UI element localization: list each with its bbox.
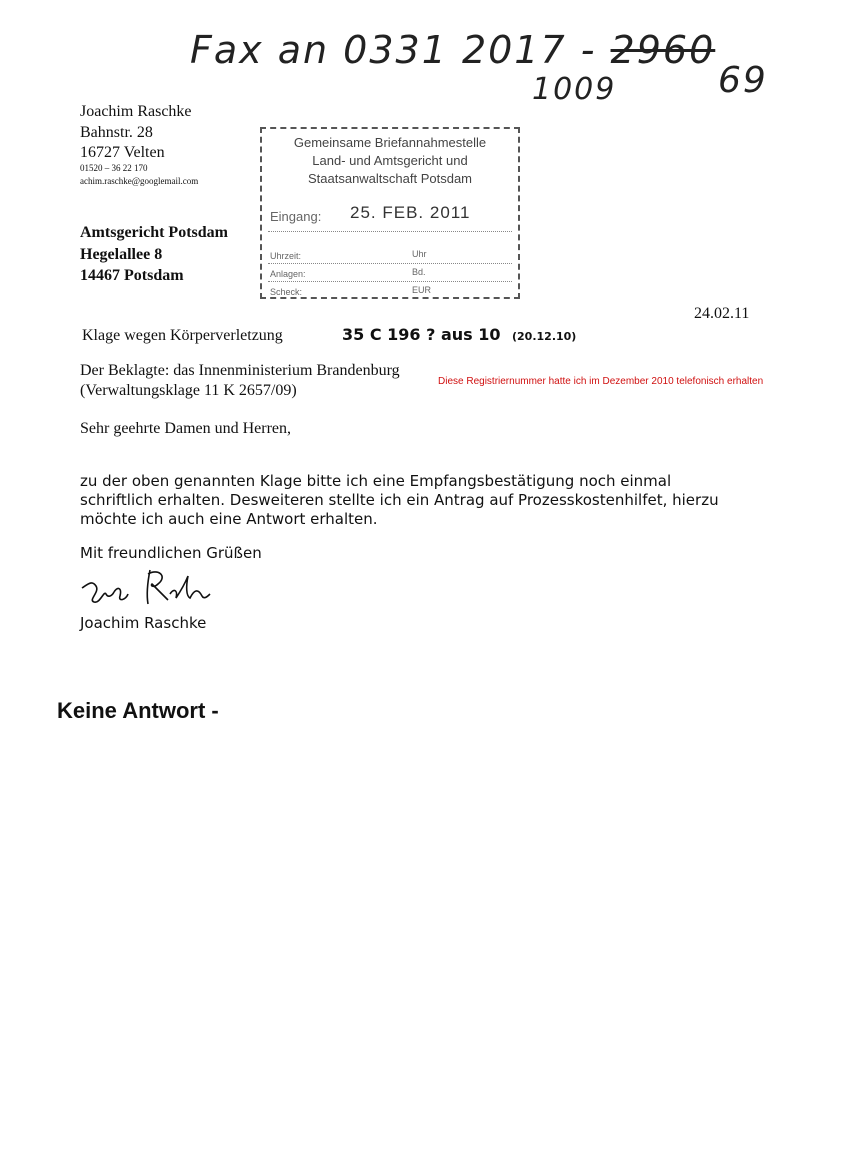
stamp-uhrzeit-label: Uhrzeit: [270,251,302,261]
stamp-eingang-label: Eingang: [270,209,322,224]
sender-city: 16727 Velten [80,144,165,161]
recipient-city: 14467 Potsdam [80,267,184,284]
recipient-name: Amtsgericht Potsdam [80,224,228,241]
fax-prefix: Fax an 0331 2017 - [190,28,597,72]
body-line-3: möchte ich auch eine Antwort erhalten. [80,510,378,528]
red-annotation: Diese Registriernummer hatte ich im Dezember 2010 telefonisch erhalten [438,376,764,387]
sender-phone: 01520 – 36 22 170 [80,163,148,173]
page-mark: 69 [718,60,768,101]
stamp-line-1: Gemeinsame Briefannahmestelle [293,135,487,150]
stamp-eingang-date: 25. FEB. 2011 [350,203,471,222]
case-date: (20.12.10) [512,330,577,343]
subject-label: Klage wegen Körperverletzung [82,327,283,344]
stamp-line-3: Staatsanwaltschaft Potsdam [307,171,473,186]
stamp-eur-label: EUR [412,285,432,295]
defendant-line-2: (Verwaltungsklage 11 K 2657/09) [80,382,297,399]
sender-street: Bahnstr. 28 [80,124,153,141]
fax-handwriting [190,28,715,72]
sender-email: achim.raschke@googlemail.com [80,176,199,186]
signature [78,566,218,610]
body-line-1: zu der oben genannten Klage bitte ich eine Empfangsbestätigung noch einmal [80,472,672,490]
salutation: Sehr geehrte Damen und Herren, [80,420,292,437]
footer-note: Keine Antwort - [57,698,219,723]
recipient-street: Hegelallee 8 [80,246,163,263]
defendant-line-1: Der Beklagte: das Innenministerium Brandenburg [80,362,400,379]
stamp-uhr-label: Uhr [412,249,427,259]
stamp-scheck-label: Scheck: [270,287,303,297]
case-number: 35 C 196 ? aus 10 [342,325,501,344]
body-line-2: schriftlich erhalten. Desweiteren stellte ich ein Antrag auf Prozesskostenhilfet, hierzu [80,491,719,509]
signature-name: Joachim Raschke [80,614,207,632]
sender-name: Joachim Raschke [80,103,192,120]
fax-struck-number: 2960 [610,28,716,72]
fax-correction: 1009 [532,72,617,107]
closing: Mit freundlichen Grüßen [80,544,262,562]
stamp-anlagen-label: Anlagen: [270,269,306,279]
stamp-bd-label: Bd. [412,267,426,277]
letter-date: 24.02.11 [694,305,750,322]
stamp-line-2: Land- und Amtsgericht und [312,153,468,168]
receipt-stamp [260,127,520,299]
